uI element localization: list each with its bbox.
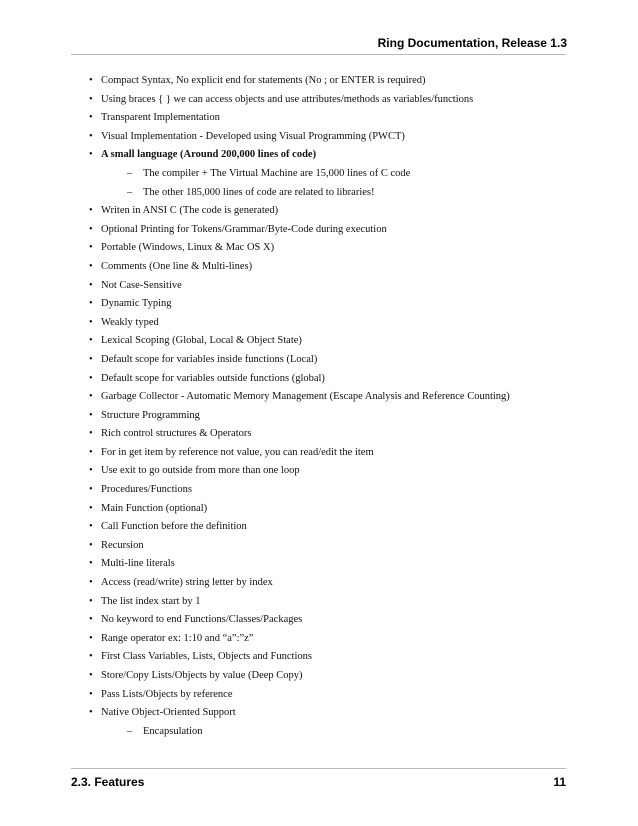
- list-item: [89, 130, 559, 149]
- list-item: [89, 557, 559, 576]
- bullet-marker: •: [89, 595, 93, 607]
- list-item-text: Dynamic Typing: [101, 298, 172, 310]
- list-item: [89, 260, 559, 279]
- dash-marker: –: [127, 186, 133, 198]
- bullet-marker: •: [89, 149, 93, 161]
- bullet-marker: •: [89, 651, 93, 663]
- bullet-marker: •: [89, 707, 93, 719]
- list-item: [89, 390, 559, 409]
- list-item: [89, 446, 559, 465]
- bullet-marker: •: [89, 632, 93, 644]
- list-item-text: For in get item by reference not value, you can read/edit the item: [101, 446, 374, 458]
- list-item-text: Not Case-Sensitive: [101, 279, 182, 291]
- list-item: [89, 669, 559, 688]
- list-item-text: Procedures/Functions: [101, 484, 192, 496]
- list-item: [89, 613, 559, 632]
- list-item-text: Native Object-Oriented Support: [101, 707, 236, 719]
- list-item-text: Range operator ex: 1:10 and “a”:”z”: [101, 632, 254, 644]
- list-item: [89, 223, 559, 242]
- list-item-text: Pass Lists/Objects by reference: [101, 688, 233, 700]
- list-item-text: Rich control structures & Operators: [101, 428, 252, 440]
- list-item: [89, 204, 559, 223]
- list-item: [89, 316, 559, 335]
- list-item: [89, 93, 559, 112]
- footer-divider: [71, 768, 566, 769]
- bullet-marker: •: [89, 521, 93, 533]
- bullet-marker: •: [89, 446, 93, 458]
- list-item: [89, 595, 559, 614]
- list-item: [89, 539, 559, 558]
- list-item-text: The list index start by 1: [101, 595, 201, 607]
- bullet-marker: •: [89, 502, 93, 514]
- list-item-text: Default scope for variables inside functions (Local): [101, 353, 318, 365]
- footer-section-title: 2.3. Features: [71, 775, 145, 789]
- list-item: [89, 409, 559, 428]
- list-item-text: Call Function before the definition: [101, 521, 247, 533]
- bullet-marker: •: [89, 75, 93, 86]
- list-item: [89, 632, 559, 651]
- list-item: [89, 576, 559, 595]
- list-item-text: Visual Implementation - Developed using Visual Programming (PWCT): [101, 130, 405, 142]
- bullet-marker: •: [89, 353, 93, 365]
- bullet-marker: •: [89, 93, 93, 105]
- list-item: [89, 502, 559, 521]
- bullet-marker: •: [89, 484, 93, 496]
- bullet-marker: •: [89, 316, 93, 328]
- bullet-marker: •: [89, 688, 93, 700]
- list-item-text: Portable (Windows, Linux & Mac OS X): [101, 242, 275, 254]
- list-item: [89, 706, 559, 725]
- bullet-marker: •: [89, 428, 93, 440]
- list-item: [89, 111, 559, 130]
- list-item-text: Weakly typed: [101, 316, 159, 328]
- list-item-text: Multi-line literals: [101, 558, 175, 570]
- list-item-text: Writen in ANSI C (The code is generated): [101, 205, 279, 217]
- bullet-marker: •: [89, 298, 93, 310]
- list-item-text: Main Function (optional): [101, 502, 208, 514]
- dash-marker: –: [127, 725, 133, 737]
- bullet-marker: •: [89, 279, 93, 291]
- list-item-text: Optional Printing for Tokens/Grammar/Byte-Code during execution: [101, 223, 387, 235]
- list-item-text: Store/Copy Lists/Objects by value (Deep Copy): [101, 670, 303, 681]
- bullet-marker: •: [89, 465, 93, 477]
- bullet-marker: •: [89, 260, 93, 272]
- bullet-marker: •: [89, 242, 93, 254]
- sub-list-item: [89, 725, 559, 744]
- list-item: [89, 241, 559, 260]
- list-item: [89, 650, 559, 669]
- list-item-text: Access (read/write) string letter by index: [101, 577, 273, 589]
- list-item-text: The other 185,000 lines of code are related to libraries!: [143, 186, 375, 198]
- list-item: [89, 279, 559, 298]
- list-item: [89, 297, 559, 316]
- list-item: [89, 464, 559, 483]
- feature-list: [89, 74, 559, 743]
- list-item-text: Encapsulation: [143, 725, 203, 737]
- footer-page-number: 11: [553, 775, 566, 789]
- bullet-marker: •: [89, 577, 93, 589]
- list-item-text: No keyword to end Functions/Classes/Packages: [101, 614, 303, 626]
- bullet-marker: •: [89, 335, 93, 347]
- bullet-marker: •: [89, 614, 93, 626]
- bullet-marker: •: [89, 670, 93, 681]
- list-item: [89, 520, 559, 539]
- list-item-text: The compiler + The Virtual Machine are 15,000 lines of C code: [143, 167, 411, 179]
- list-item-text: Garbage Collector - Automatic Memory Management (Escape Analysis and Reference Counting): [101, 391, 510, 403]
- list-item: [89, 148, 559, 167]
- list-item: [89, 353, 559, 372]
- list-item-text: Recursion: [101, 539, 144, 551]
- sub-list-item: [89, 186, 559, 205]
- list-item-text: Default scope for variables outside functions (global): [101, 372, 325, 384]
- list-item: [89, 74, 559, 93]
- list-item-text: Using braces { } we can access objects and use attributes/methods as variables/functions: [101, 93, 474, 105]
- list-item-text: Transparent Implementation: [101, 112, 220, 124]
- list-item-text: Structure Programming: [101, 409, 200, 421]
- running-header: Ring Documentation, Release 1.3: [377, 36, 567, 50]
- list-item: [89, 372, 559, 391]
- list-item-text: First Class Variables, Lists, Objects and Functions: [101, 651, 312, 663]
- list-item-text: Compact Syntax, No explicit end for statements (No ; or ENTER is required): [101, 75, 426, 86]
- list-item: [89, 334, 559, 353]
- bullet-marker: •: [89, 409, 93, 421]
- list-item-text: A small language (Around 200,000 lines of code): [101, 149, 317, 161]
- bullet-marker: •: [89, 558, 93, 570]
- list-item: [89, 688, 559, 707]
- bullet-marker: •: [89, 539, 93, 551]
- bullet-marker: •: [89, 391, 93, 403]
- list-item: [89, 483, 559, 502]
- list-item: [89, 427, 559, 446]
- bullet-marker: •: [89, 223, 93, 235]
- header-divider: [71, 54, 566, 55]
- list-item-text: Lexical Scoping (Global, Local & Object State): [101, 335, 302, 347]
- bullet-marker: •: [89, 205, 93, 217]
- sub-list-item: [89, 167, 559, 186]
- list-item-text: Comments (One line & Multi-lines): [101, 260, 253, 272]
- bullet-marker: •: [89, 112, 93, 124]
- list-item-text: Use exit to go outside from more than one loop: [101, 465, 300, 477]
- bullet-marker: •: [89, 372, 93, 384]
- bullet-marker: •: [89, 130, 93, 142]
- dash-marker: –: [127, 167, 133, 179]
